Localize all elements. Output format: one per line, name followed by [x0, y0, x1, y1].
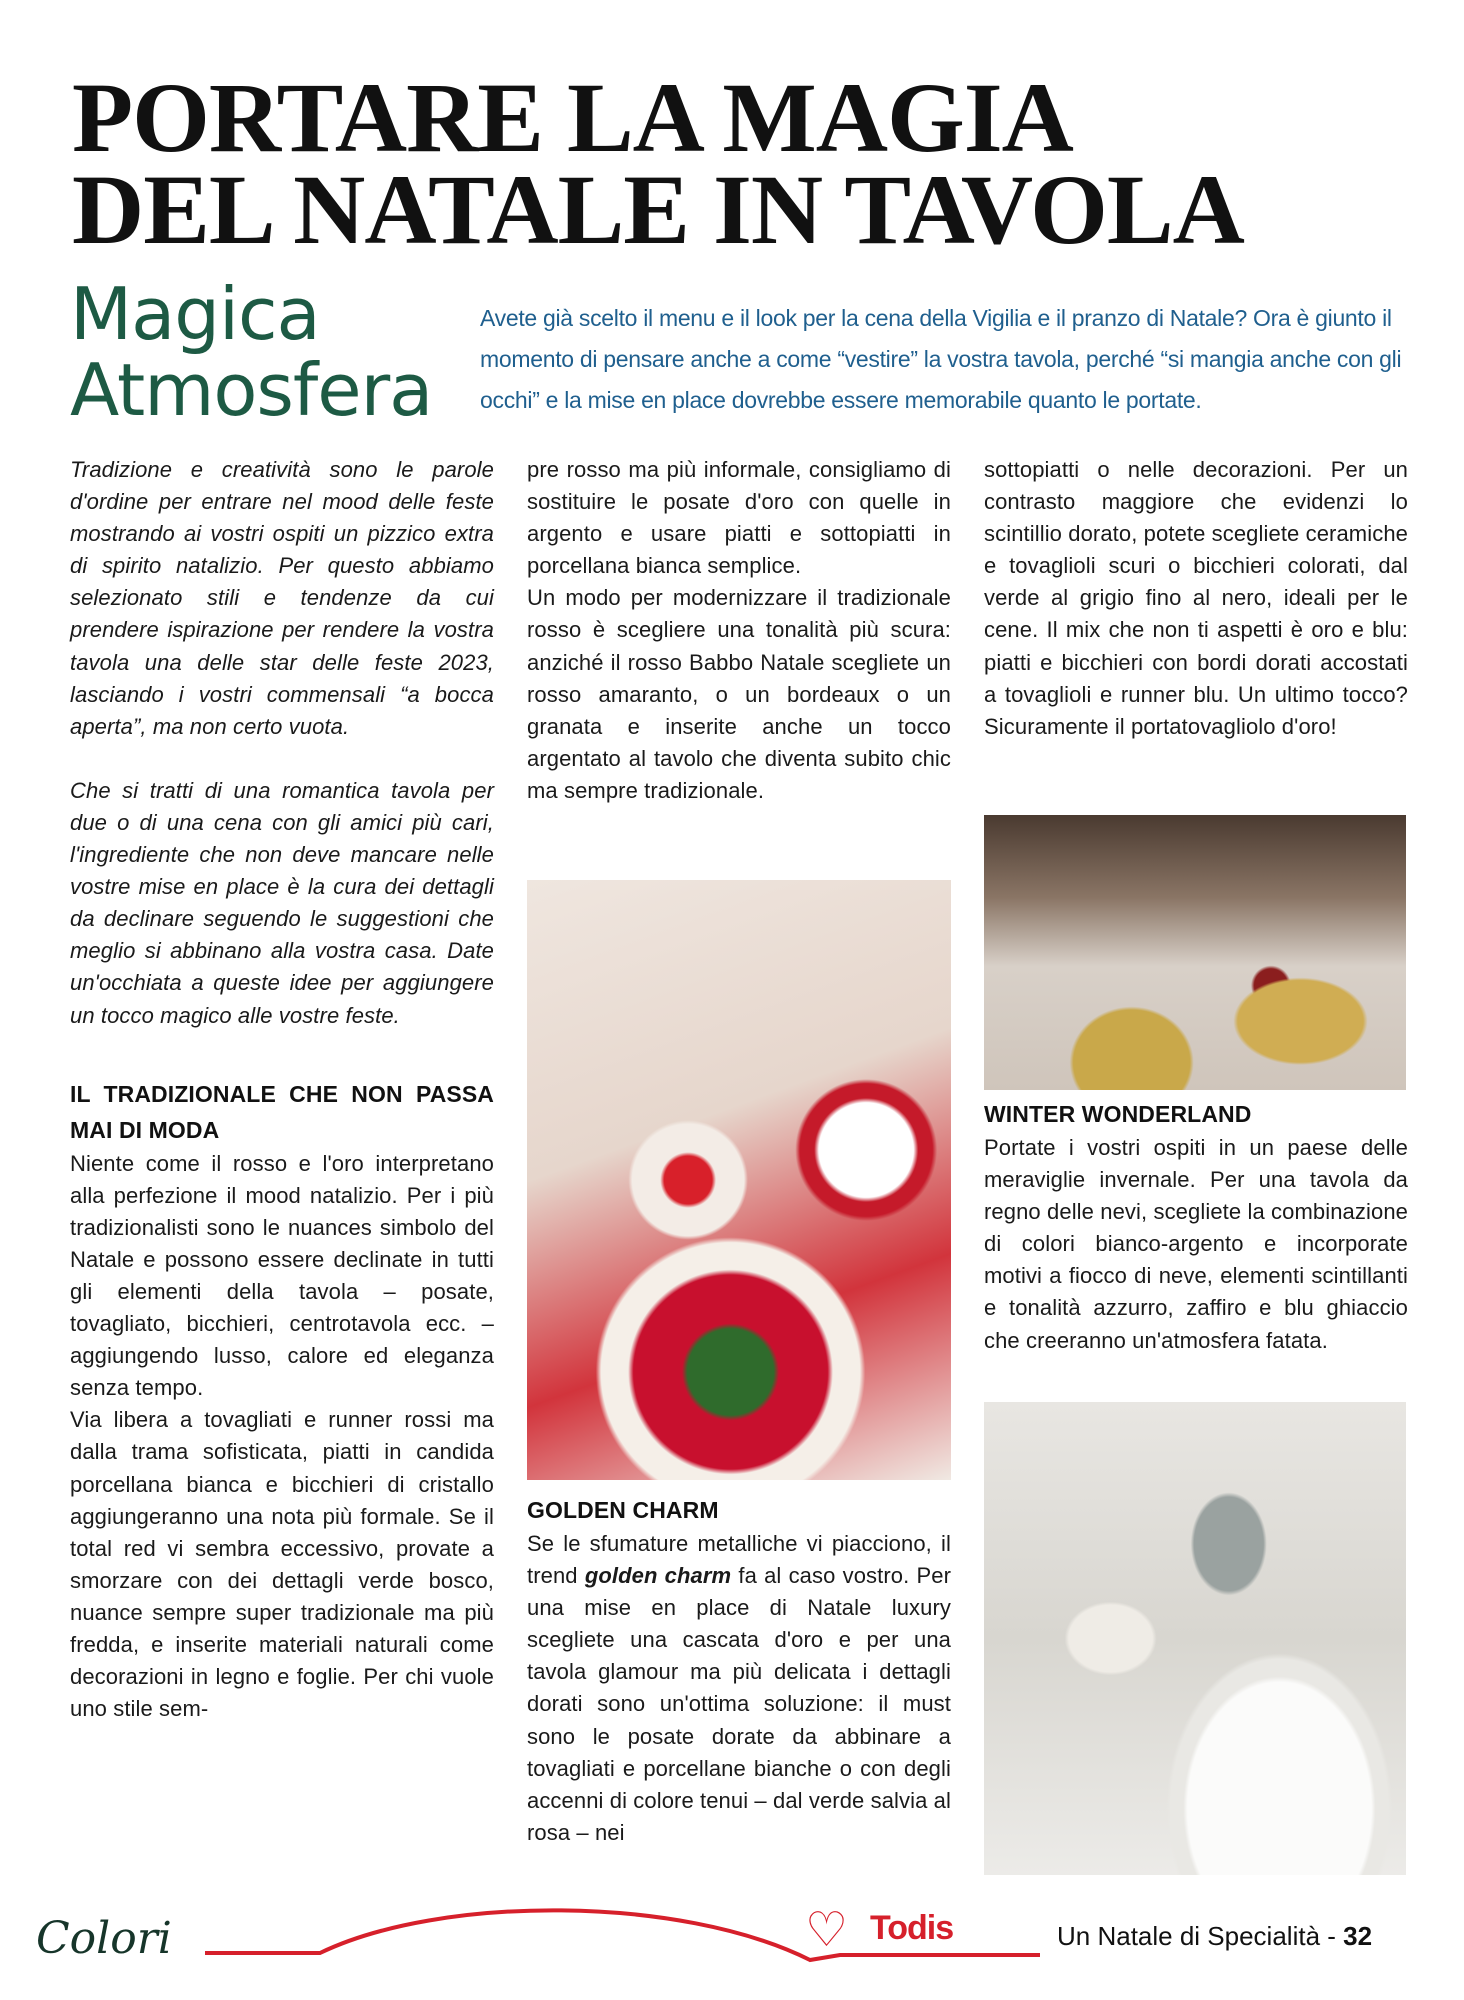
paragraph: Portate i vostri ospiti in un paese delle meraviglie invernale. Per una tavola da regno delle nevi, scegliete la combinazione di colori bianco-argento e incorporate motivi a fiocco di neve, elementi scintillanti e tonalità azzurro, zaffiro e blu ghiaccio che creeranno un'atmosfera fatata. [984, 1135, 1408, 1353]
page-number: 32 [1343, 1921, 1373, 1951]
column-2-top [527, 454, 951, 807]
magazine-logo: Colori [36, 1913, 172, 1964]
column-1 [70, 454, 494, 1725]
page-footer [0, 1905, 1464, 1975]
title-line-1: PORTARE LA MAGIA [72, 62, 1073, 173]
paragraph: Se le sfumature metalliche vi piacciono, il trend golden charm fa al caso vostro. Per una mise en place di Natale luxury scegliete una cascata d'oro e per una tavola glamour ma più delicata i dettagli dorati sono un'ottima soluzione: il must sono le posate dorate da abbinare a tovagliati e porcellane bianche o con degli accenni di colore tenui – dal verde salvia al rosa – nei [527, 1531, 952, 1845]
paragraph: pre rosso ma più informale, consigliamo di sostituire le posate d'oro con quelle in argento e usare piatti e sottopiatti in porcellana bianca semplice. [527, 457, 951, 579]
golden-table-setting-photo [984, 815, 1406, 1090]
subtitle-line-1: Magica [70, 272, 320, 356]
heart-icon: ♡ [805, 1904, 849, 1957]
section-heading-traditional: IL TRADIZIONALE CHE NON PASSA MAI DI MODA [70, 1080, 494, 1143]
title-line-2: DEL NATALE IN TAVOLA [72, 154, 1244, 265]
paragraph: Che si tratti di una romantica tavola per due o di una cena con gli amici più cari, l'ingrediente che non deve mancare nelle vostre mise en place è la cura dei dettagli da declinare seguendo le suggestioni che meglio si abbinano alla vostra casa. Date un'occhiata a queste idee per aggiungere un tocco magico alle vostre feste. [70, 777, 494, 1028]
intro-paragraph: Avete già scelto il menu e il look per la cena della Vigilia e il pranzo di Natale? Ora è giunto il momento di pensare anche a come “vestire” la vostra tavola, perché “si mangia anche con gli occhi” e la mise en place dovrebbe essere memorabile quanto le portate. [480, 305, 1402, 413]
column-3-top [984, 454, 1408, 743]
paragraph: Tradizione e creatività sono le parole d'ordine per entrare nel mood delle feste mostrando ai vostri ospiti un pizzico extra di spirito natalizio. Per questo abbiamo selezionato stili e tendenze da cui prendere ispirazione per rendere la vostra tavola una delle star delle feste 2023, lasciando i vostri commensali “a bocca aperta”, ma non certo vuota. [70, 457, 494, 739]
section-heading-winter-wonderland: WINTER WONDERLAND [984, 1101, 1252, 1127]
red-table-setting-photo [527, 880, 951, 1480]
section-heading-golden-charm: GOLDEN CHARM [527, 1497, 719, 1523]
page-title [72, 62, 1244, 265]
column-2-bottom [527, 1492, 951, 1849]
paragraph: sottopiatti o nelle decorazioni. Per un contrasto maggiore che evidenzi lo scintillio dorato, potete scegliete ceramiche e tovaglioli scuri o bicchieri colorati, dal verde al grigio fino al nero, ideali per le cene. Il mix che non ti aspetti è oro e blu: piatti e bicchieri con bordi dorati accostati a tovaglioli e runner blu. Un ultimo tocco? Sicuramente il portatovagliolo d'oro! [984, 457, 1408, 739]
paragraph: Un modo per modernizzare il tradizionale rosso è scegliere una tonalità più scura: anziché il rosso Babbo Natale scegliete un rosso amaranto, o un bordeaux o un granata e inserite anche un tocco argentato al tavolo che diventa subito chic ma sempre tradizionale. [527, 585, 951, 803]
subtitle [70, 272, 433, 432]
column-3-middle [984, 1096, 1408, 1357]
paragraph: Via libera a tovagliati e runner rossi ma dalla trama sofisticata, piatti in candida porcellana bianca e bicchieri di cristallo aggiungeranno una nota più formale. Se il total red vi sembra eccessivo, provate a smorzare con dei dettagli verde bosco, nuance sempre super tradizionale ma più fredda, e inserite materiali naturali come decorazioni in legno e foglie. Per chi vuole uno stile sem- [70, 1407, 494, 1722]
paragraph: Niente come il rosso e l'oro interpretano alla perfezione il mood natalizio. Per i più tradizionalisti sono le nuances simbolo del Natale e possono essere declinate in tutti gli elementi della tavola – posate, tovagliato, bicchieri, centrotavola ecc. – aggiungendo lusso, calore ed eleganza senza tempo. [70, 1150, 494, 1401]
subtitle-line-2: Atmosfera [70, 348, 433, 432]
page-label: Un Natale di Specialità - 32 [1057, 1921, 1373, 1951]
winter-table-setting-photo [984, 1402, 1406, 1875]
brand-logo: Todis [870, 1909, 954, 1947]
emphasis: golden charm [584, 1563, 732, 1589]
